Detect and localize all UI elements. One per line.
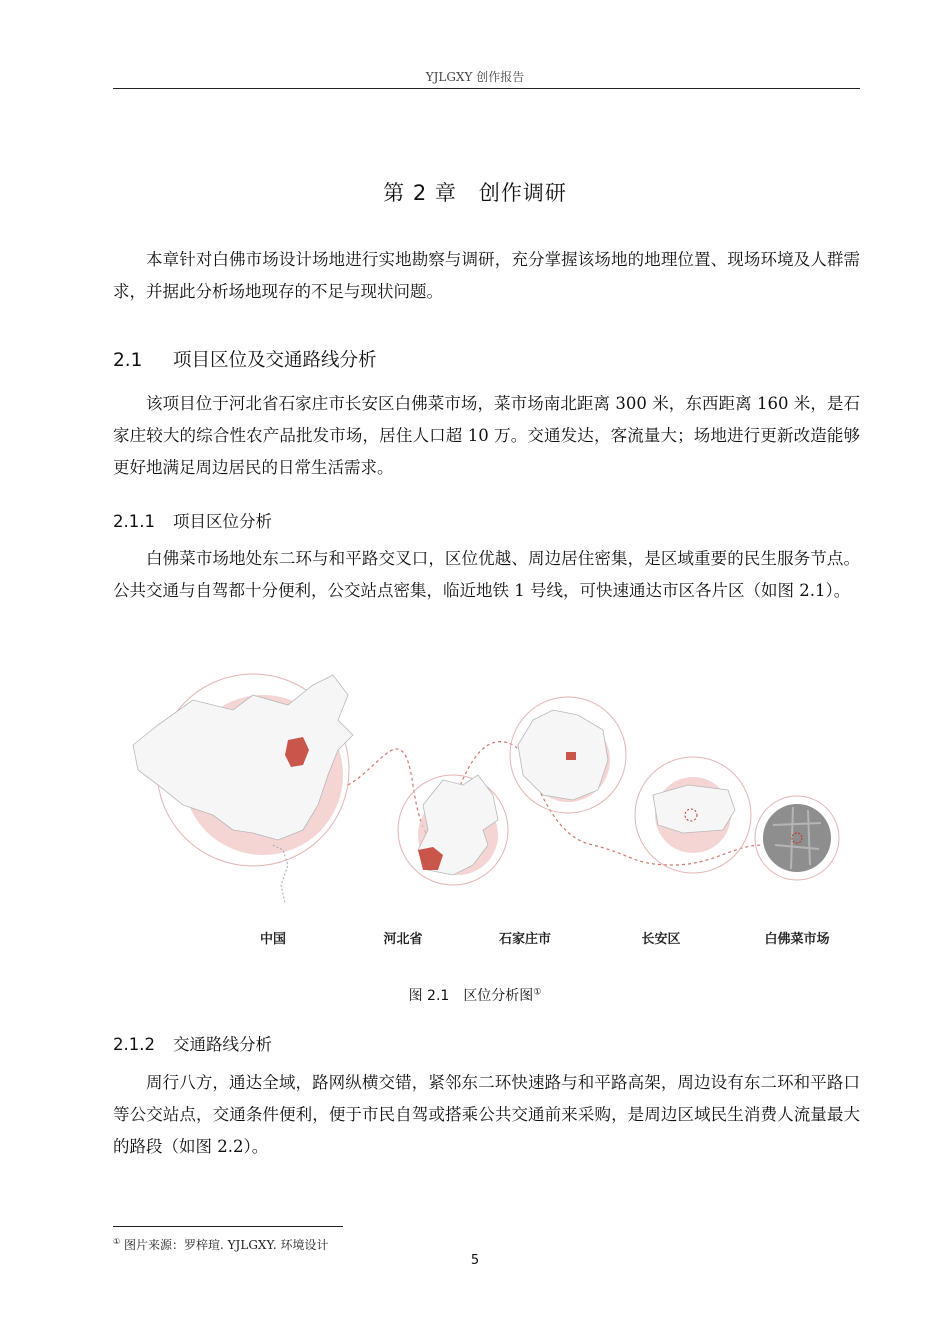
china-map-group <box>133 674 353 903</box>
section-2-1-2-heading <box>113 1031 272 1055</box>
footnote-ref[interactable]: ① <box>533 987 542 998</box>
figure-label-china: 中国 <box>259 932 287 947</box>
shijiazhuang-outline <box>518 710 608 800</box>
figure-label-baifo: 白佛菜市场 <box>764 932 830 947</box>
changan-highlight <box>566 752 576 760</box>
footnote-rule <box>113 1226 343 1227</box>
figure-label-shijiazhuang: 石家庄市 <box>498 932 552 947</box>
header-rule <box>113 88 860 89</box>
section-title: 交通路线分析 <box>173 1035 272 1054</box>
intro-paragraph: 本章针对白佛市场设计场地进行实地勘察与调研，充分掌握该场地的地理位置、现场环境及人群需求，并据此分析场地现存的不足与现状问题。 <box>113 250 860 301</box>
section-number: 2.1.1 <box>113 512 155 531</box>
section-2-1-heading <box>113 346 377 372</box>
section-number: 2.1.2 <box>113 1035 155 1054</box>
changan-outline <box>653 785 735 833</box>
baifo-satellite-circle <box>763 804 831 872</box>
section-number: 2.1 <box>113 350 143 371</box>
figure-number: 图 2.1 <box>408 988 450 1004</box>
section-2-1-1-body: 白佛菜市场地处东二环与和平路交叉口，区位优越、周边居住密集，是区域重要的民生服务节点。公共交通与自驾都十分便利，公交站点密集，临近地铁 1 号线，可快速通达市区各片区（如图 2.1）。 <box>113 549 860 600</box>
location-analysis-figure <box>113 655 860 955</box>
page-number: 5 <box>470 1253 480 1268</box>
shijiazhuang-map-group <box>510 697 626 813</box>
running-header: YJLGXY 创作报告 <box>425 70 525 84</box>
section-2-1-2-body: 周行八方，通达全域，路网纵横交错，紧邻东二环快速路与和平路高架，周边设有东二环和平路口等公交站点，交通条件便利，便于市民自驾或搭乘公共交通前来采购，是周边区域民生消费人流量最大的路段（如图 2.2）。 <box>113 1073 860 1156</box>
baifo-map-group <box>755 796 839 880</box>
section-title: 项目区位及交通路线分析 <box>173 350 377 371</box>
figure-title: 区位分析图 <box>463 988 534 1004</box>
footnote <box>113 1236 328 1253</box>
figure-label-changan: 长安区 <box>641 932 681 947</box>
section-2-1-body: 该项目位于河北省石家庄市长安区白佛菜市场，菜市场南北距离 300 米，东西距离 160 米，是石家庄较大的综合性农产品批发市场，居住人口超 10 万。交通发达，客流量大；场地进行更新改造能够更好地满足周边居民的日常生活需求。 <box>113 394 860 477</box>
figure-label-hebei: 河北省 <box>383 932 423 947</box>
figure-caption <box>0 985 950 1005</box>
section-title: 项目区位分析 <box>173 512 272 531</box>
footnote-mark: ① <box>113 1237 121 1246</box>
changan-map-group <box>635 757 751 873</box>
chapter-title: 第 2 章 创作调研 <box>383 181 567 205</box>
footnote-text: 图片来源：罗梓瑄. YJLGXY. 环境设计 <box>124 1238 329 1252</box>
section-2-1-1-heading <box>113 508 272 532</box>
